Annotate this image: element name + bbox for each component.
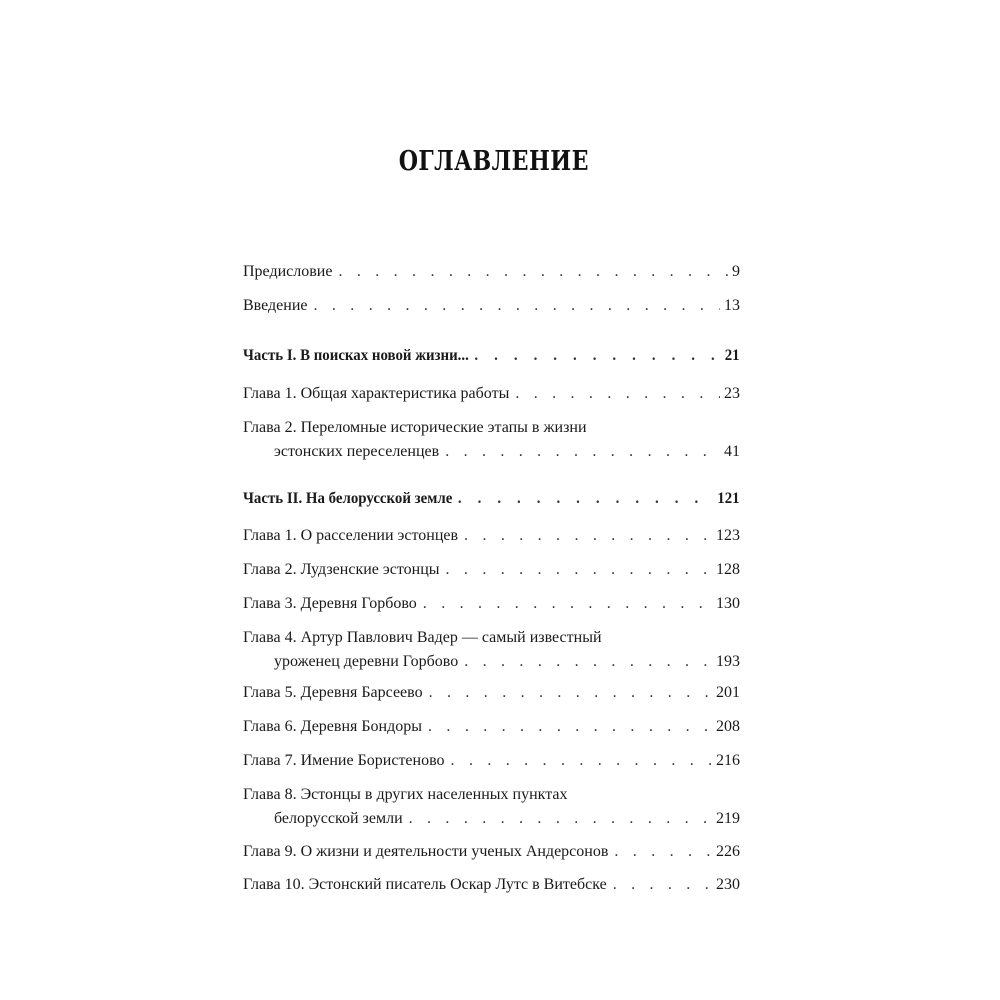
toc-line: [243, 626, 740, 650]
dot-leader: [474, 344, 721, 368]
toc-entry-part1-chapter-1: [243, 382, 740, 406]
toc-part-title: Часть I. В поисках новой жизни...: [243, 347, 469, 364]
toc-entry-title: Глава 5. Деревня Барсеево: [243, 684, 423, 701]
toc-line: [243, 749, 740, 773]
toc-entry-title: Введение: [243, 297, 308, 314]
dot-leader: [338, 260, 728, 284]
toc-line: [243, 416, 740, 440]
toc-entry-part2-chapter-6: [243, 715, 740, 739]
toc-line-continued: [243, 807, 740, 831]
dot-leader: [614, 840, 712, 864]
toc-line: [243, 840, 740, 864]
dot-leader: [429, 681, 712, 705]
toc-page-number: 216: [716, 752, 740, 769]
toc-entry-part2-chapter-2: [243, 558, 740, 582]
toc-entry-title: Глава 2. Лудзенские эстонцы: [243, 561, 440, 578]
toc-entry-title: Предисловие: [243, 263, 333, 280]
toc-entry-introduction: [243, 294, 740, 318]
toc-page-number: 230: [716, 876, 740, 893]
toc-page-number: 123: [716, 527, 740, 544]
toc-line: [243, 294, 740, 318]
toc-entry-title: Глава 8. Эстонцы в других населенных пунктах: [243, 786, 568, 803]
dot-leader: [515, 382, 720, 406]
toc-line: [243, 382, 740, 406]
toc-entry-title: Глава 1. О расселении эстонцев: [243, 527, 459, 544]
toc-part-1: [243, 344, 740, 368]
toc-entry-part2-chapter-3: [243, 592, 740, 616]
dot-leader: [451, 749, 712, 773]
toc-entry-title-continued: уроженец деревни Горбово: [274, 653, 459, 670]
toc-entry-title: Глава 10. Эстонский писатель Оскар Лутс в Витебске: [243, 876, 607, 893]
toc-page-number: 219: [716, 810, 740, 827]
toc-entry-part2-chapter-8: [243, 783, 740, 831]
toc-line: [243, 260, 740, 284]
toc-entry-part2-chapter-1: [243, 524, 740, 548]
toc-line: [243, 524, 740, 548]
toc-page-number: 121: [717, 490, 740, 507]
toc-entry-title: Глава 6. Деревня Бондоры: [243, 718, 423, 735]
toc-entry-title: Глава 1. Общая характеристика работы: [243, 385, 510, 402]
toc-part-2: [243, 487, 740, 511]
toc-entry-title-continued: белорусской земли: [274, 810, 403, 827]
toc-page-number: 13: [724, 297, 740, 314]
toc-page-number: 128: [716, 561, 740, 578]
dot-leader: [613, 873, 712, 897]
dot-leader: [409, 807, 712, 831]
dot-leader: [446, 558, 712, 582]
dot-leader: [314, 294, 721, 318]
toc-page-number: 226: [716, 843, 740, 860]
toc-page-number: 208: [716, 718, 740, 735]
toc-entry-part2-chapter-5: [243, 681, 740, 705]
toc-page-number: 41: [724, 443, 740, 460]
toc-entry-title: Глава 2. Переломные исторические этапы в жизни: [243, 419, 587, 436]
toc-line: [243, 783, 740, 807]
page-title: ОГЛАВЛЕНИЕ: [398, 146, 589, 177]
toc-entry-part2-chapter-10: [243, 873, 740, 897]
toc-line: [243, 344, 740, 368]
toc-line: [243, 715, 740, 739]
toc-line: [243, 873, 740, 897]
dot-leader: [423, 592, 712, 616]
toc-page-number: 21: [724, 347, 740, 364]
toc-entry-preface: [243, 260, 740, 284]
toc-line: [243, 592, 740, 616]
toc-page-number: 9: [732, 263, 740, 280]
toc-entry-title-continued: эстонских переселенцев: [274, 443, 440, 460]
toc-entry-title: Глава 3. Деревня Горбово: [243, 595, 417, 612]
toc-entry-title: Глава 4. Артур Павлович Вадер — самый известный: [243, 629, 602, 646]
toc-part-title: Часть II. На белорусской земле: [243, 490, 453, 507]
dot-leader: [458, 487, 714, 511]
toc-line: [243, 681, 740, 705]
toc-line: [243, 487, 740, 511]
toc-entry-part2-chapter-7: [243, 749, 740, 773]
toc-line-continued: [243, 650, 740, 674]
toc-entry-title: Глава 9. О жизни и деятельности ученых Андерсонов: [243, 843, 609, 860]
toc-entry-title: Глава 7. Имение Бористеново: [243, 752, 445, 769]
toc-entry-part1-chapter-2: [243, 416, 740, 464]
toc-page-number: 201: [716, 684, 740, 701]
dot-leader: [464, 524, 712, 548]
toc-line-continued: [243, 440, 740, 464]
toc-page-number: 130: [716, 595, 740, 612]
dot-leader: [445, 440, 720, 464]
toc-page-number: 23: [724, 385, 740, 402]
dot-leader: [428, 715, 712, 739]
toc-entry-part2-chapter-4: [243, 626, 740, 674]
toc-line: [243, 558, 740, 582]
dot-leader: [464, 650, 712, 674]
toc-page-number: 193: [716, 653, 740, 670]
toc-entry-part2-chapter-9: [243, 840, 740, 864]
